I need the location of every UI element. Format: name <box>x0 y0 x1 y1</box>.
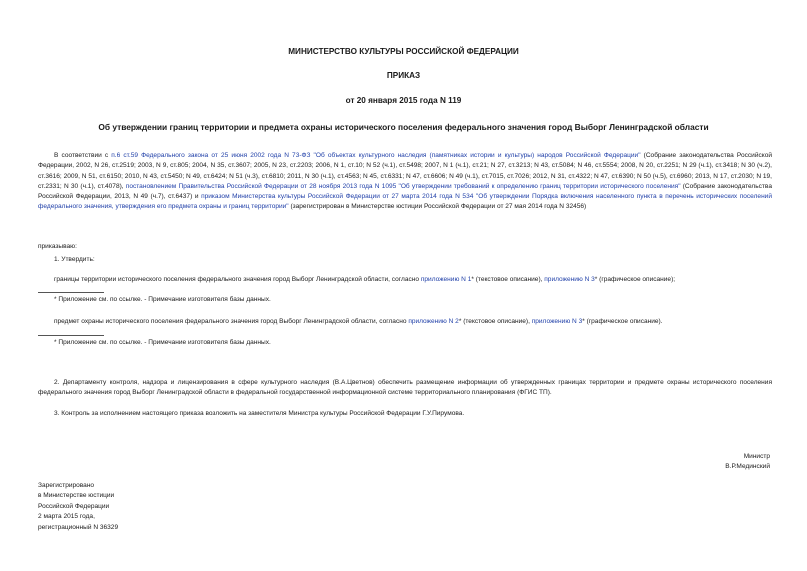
registration-line: регистрационный N 36329 <box>38 523 119 531</box>
preamble-text-2: (Собрание законодательства Российской Федерации, 2002, N 26, ст.2519; 2003, N 9, ст.805; 2004, N 35, ст.3607; 2005, N 23, ст.2203; 2006, N 1, ст.10; N 52 (ч.1), ст.5498; 2007, N 1 (ч.1), ст.21; N 27, ст.3213; N 43, ст.5084; N 46, ст.5554; 2008, N 20, ст.2251; N 29 (ч.1), ст.3418; N 30 (ч.2), ст.3616; 2009, N 51, ст.6150; 2010, N 43, ст.5450; N 49, ст.6424; N 51 (ч.3), ст.6810; 2011, N 30 (ч.1), ст.4563; N 45, ст.6331; N 47, ст.6606; N 49 (ч.1), ст.7015, ст.7026; 2012, N 31, ст.4322; N 47, ст.6390; N 50 (ч.5), ст.6960; 2013, N 17, ст.2030; N 19, ст.2331; N 30 (ч.1), ст.4078), <box>38 152 772 190</box>
subject-text-1: предмет охраны исторического поселения федерального значения город Выборг Ленинградской области, согласно <box>54 318 409 325</box>
appendix-2-link[interactable]: приложению N 2 <box>408 318 459 325</box>
registration-line: Российской Федерации <box>38 502 110 510</box>
government-decree-link[interactable]: постановлением Правительства Российской Федерации от 28 ноября 2013 года N 1095 "Об утверждении требований к определению границ территории исторического поселения" <box>125 182 681 190</box>
footnote-2: * Приложение см. по ссылке. - Примечание изготовителя базы данных. <box>54 339 271 346</box>
federal-law-link[interactable]: п.6 ст.59 Федерального закона от 25 июня 2002 года N 73-ФЗ "Об объектах культурного наследия (памятниках истории и культуры) народов Российской Федерации" <box>111 152 641 159</box>
signature-name: В.Р.Мединский <box>725 463 770 471</box>
boundaries-text-2: * (текстовое описание), <box>471 276 545 283</box>
subject-text-2: * (текстовое описание), <box>458 318 532 325</box>
document-title: Об утверждении границ территории и предмета охраны исторического поселения федерального значения город Выборг Ленинградской области <box>98 122 709 132</box>
footnote-1: * Приложение см. по ссылке. - Примечание изготовителя базы данных. <box>54 296 271 303</box>
subject-paragraph <box>54 317 663 326</box>
boundaries-paragraph <box>54 275 675 284</box>
appendix-1-link[interactable]: приложению N 1 <box>420 276 472 283</box>
subject-text-3: * (графическое описание). <box>582 318 663 325</box>
item-1-heading: 1. Утвердить: <box>54 256 95 263</box>
preamble-paragraph <box>38 151 772 213</box>
appendix-3-link-2[interactable]: приложению N 3 <box>531 318 583 325</box>
registration-line: в Министерстве юстиции <box>38 492 115 500</box>
footnote-divider <box>38 335 104 336</box>
registration-line: 2 марта 2015 года, <box>38 513 95 521</box>
registration-block <box>38 481 118 533</box>
registration-line: Зарегистрировано <box>38 482 95 489</box>
order-word: приказываю: <box>38 243 77 250</box>
ministry-order-link[interactable]: приказом Министерства культуры Российской Федерации от 27 марта 2014 года N 534 "Об утверждении Порядка включения населенного пункта в перечень исторических поселений федерального значения, утверждения его предмета охраны и границ территории" <box>38 193 772 211</box>
boundaries-text-3: * (графическое описание); <box>594 276 676 283</box>
ministry-heading: МИНИСТЕРСТВО КУЛЬТУРЫ РОССИЙСКОЙ ФЕДЕРАЦИИ <box>288 47 519 56</box>
boundaries-text-1: границы территории исторического поселения федерального значения город Выборг Ленинградской области, согласно <box>54 276 421 283</box>
order-heading: ПРИКАЗ <box>386 71 421 80</box>
order-date: от 20 января 2015 года N 119 <box>345 96 462 105</box>
preamble-text-1: В соответствии с <box>54 152 112 159</box>
signature-position: Министр <box>743 453 770 460</box>
signature-block <box>725 452 770 473</box>
item-2-paragraph: 2. Департаменту контроля, надзора и лицензирования в сфере культурного наследия (В.А.Цветнов) обеспечить размещение информации об утвержденных границах территории и предмете охраны исторического поселения федерального значения город Выборг Ленинградской области в федеральной государственной информационной системе территориального планирования (ФГИС ТП). <box>38 379 772 397</box>
item-3-paragraph: 3. Контроль за исполнением настоящего приказа возложить на заместителя Министра культуры Российской Федерации Г.У.Пирумова. <box>54 410 465 417</box>
footnote-divider <box>38 292 104 293</box>
preamble-text-4: (зарегистрирован в Министерстве юстиции Российской Федерации от 27 мая 2014 года N 32456) <box>288 203 587 211</box>
preamble-text-3: (Собрание законодательства Российской Федерации, 2013, N 49 (ч.7), ст.6437) и <box>38 182 772 201</box>
appendix-3-link[interactable]: приложению N 3 <box>544 276 595 283</box>
